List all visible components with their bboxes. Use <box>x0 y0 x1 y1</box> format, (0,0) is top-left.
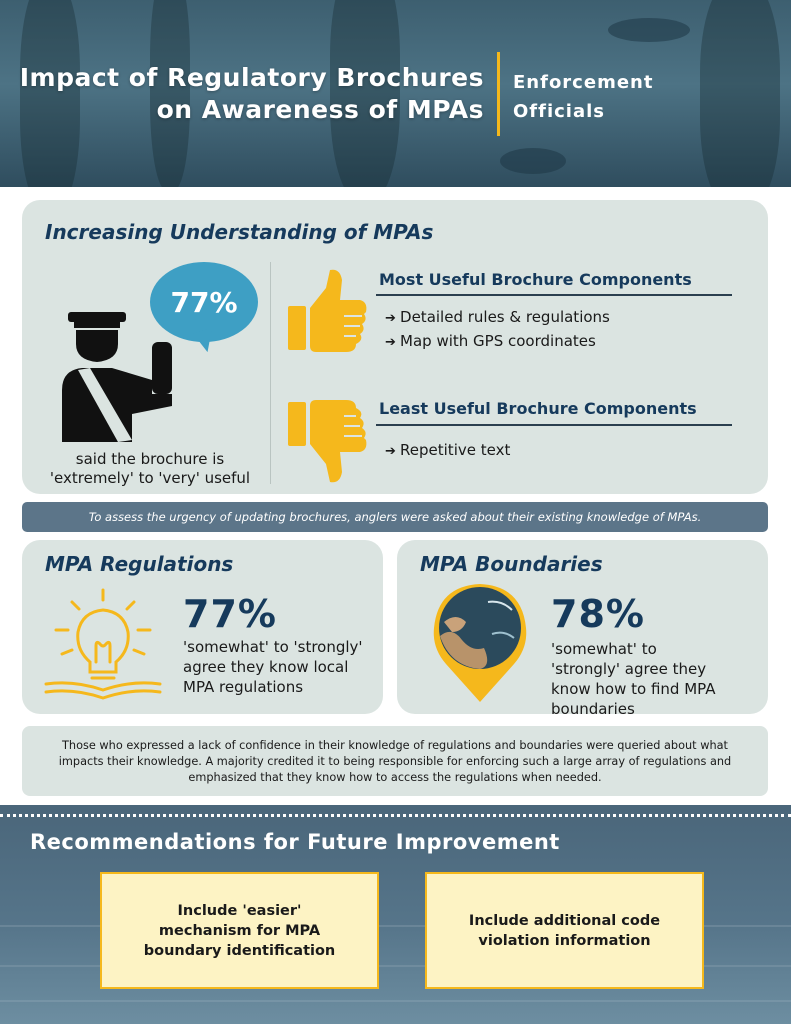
desc-line: agree they know local <box>183 658 349 676</box>
header-divider <box>497 52 500 136</box>
desc-line: 'somewhat' to <box>551 640 657 658</box>
audience-label <box>513 68 653 126</box>
rec-line: mechanism for MPA <box>158 922 321 939</box>
fish-decoration <box>608 18 690 42</box>
least-useful-heading: Least Useful Brochure Components <box>379 399 697 418</box>
map-pin-icon <box>432 582 528 704</box>
officer-icon <box>60 310 175 442</box>
list-item: ➔ Detailed rules & regulations <box>385 306 610 330</box>
note-text: Those who expressed a lack of confidence in their knowledge of regulations and boundaries were queried about what impacts their knowledge. A majority credited it to being responsible for enforcing such a large array of regulations and emphasized that they know how to access the regulations when needed. <box>58 739 732 784</box>
method-text: To assess the urgency of updating brochures, anglers were asked about their existing knowledge of MPAs. <box>88 510 702 524</box>
title-line-1: Impact of Regulatory Brochures <box>19 63 484 92</box>
title-line-2: on Awareness of MPAs <box>156 95 484 124</box>
caption-line-2: 'extremely' to 'very' useful <box>49 469 251 487</box>
desc-line: 'strongly' agree they <box>551 660 707 678</box>
thumbs-up-icon <box>286 266 368 354</box>
recommendation-card-1 <box>100 872 379 989</box>
kelp-decoration <box>700 0 780 187</box>
regulations-description <box>183 637 363 697</box>
desc-line: MPA regulations <box>183 678 304 696</box>
rec-line: Include additional code <box>468 912 661 929</box>
boundaries-description <box>551 639 716 719</box>
wave-decoration <box>0 1000 791 1002</box>
list-item: ➔ Map with GPS coordinates <box>385 330 610 354</box>
rec-line: boundary identification <box>143 942 336 959</box>
least-useful-list <box>385 439 510 463</box>
most-useful-list <box>385 306 610 354</box>
most-useful-rule <box>376 294 732 296</box>
stat-caption <box>40 450 260 488</box>
panel-divider <box>270 262 271 484</box>
desc-line: know how to find MPA <box>551 680 716 698</box>
audience-line-2: Officials <box>513 101 606 122</box>
dotted-divider <box>0 814 791 817</box>
page-title <box>20 62 484 126</box>
boundaries-title: MPA Boundaries <box>420 552 603 576</box>
list-item: ➔ Repetitive text <box>385 439 510 463</box>
thumbs-down-icon <box>286 398 368 486</box>
audience-line-1: Enforcement <box>513 72 654 93</box>
recommendation-card-2 <box>425 872 704 989</box>
rec-line: violation information <box>478 932 651 949</box>
desc-line: boundaries <box>551 700 635 718</box>
fish-decoration <box>500 148 566 174</box>
confidence-note <box>22 726 768 796</box>
most-useful-heading: Most Useful Brochure Components <box>379 270 692 289</box>
recommendations-title: Recommendations for Future Improvement <box>30 830 560 854</box>
desc-line: 'somewhat' to 'strongly' <box>183 638 363 656</box>
caption-line-1: said the brochure is <box>75 450 225 468</box>
least-useful-rule <box>376 424 732 426</box>
method-banner <box>22 502 768 532</box>
boundaries-stat: 78% <box>551 592 645 636</box>
understanding-title: Increasing Understanding of MPAs <box>45 220 434 244</box>
rec-line: Include 'easier' <box>177 902 302 919</box>
lightbulb-book-icon <box>44 588 162 704</box>
understanding-stat: 77% <box>170 285 238 319</box>
regulations-title: MPA Regulations <box>45 552 234 576</box>
regulations-stat: 77% <box>183 592 277 636</box>
